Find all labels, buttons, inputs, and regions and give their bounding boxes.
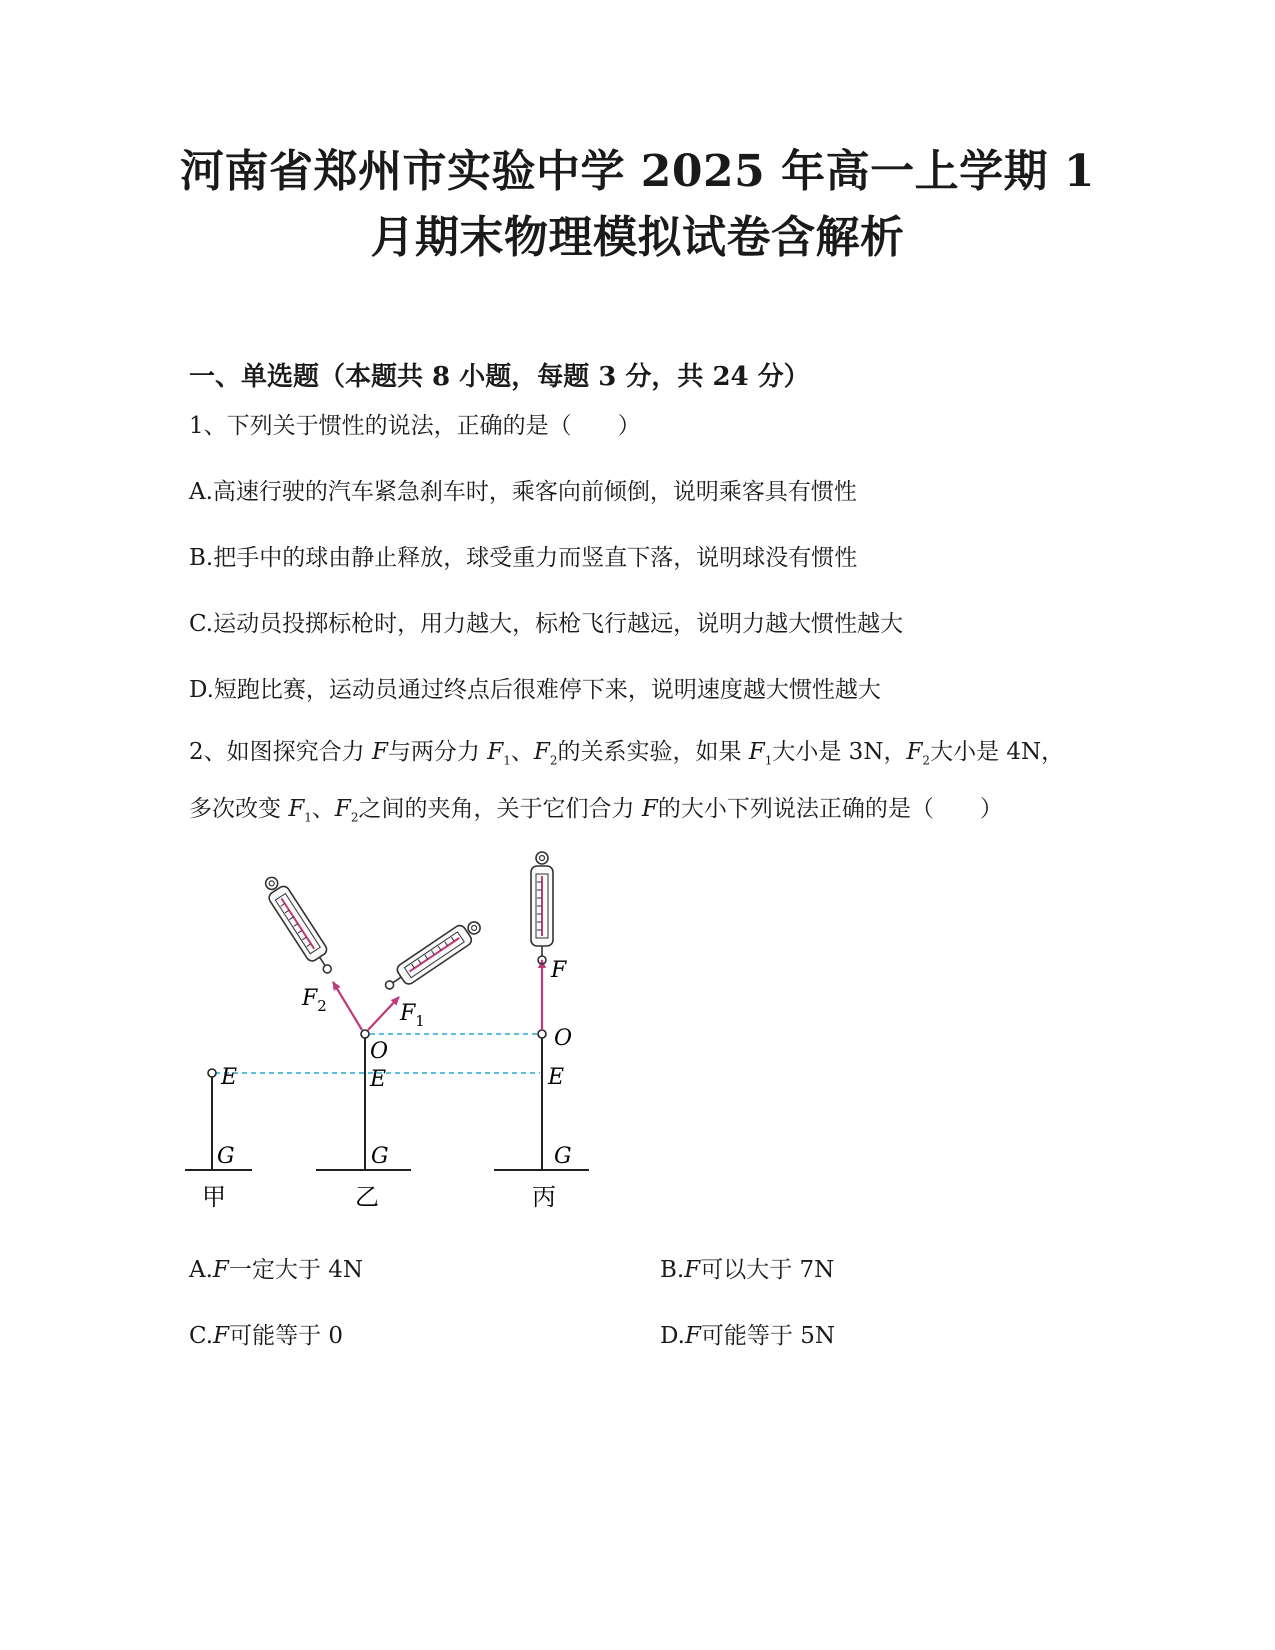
label-F: F	[551, 958, 567, 983]
label-E-bing: E	[548, 1065, 565, 1090]
arrow-F2	[333, 982, 362, 1030]
question-1-option-d: D.短跑比赛，运动员通过终点后很难停下来，说明速度越大惯性越大	[189, 677, 881, 703]
symbol-F: F	[371, 739, 388, 765]
question-1-option-b: B.把手中的球由静止释放，球受重力而竖直下落，说明球没有惯性	[189, 545, 858, 571]
question-2-stem: 2、如图探究合力 F与两分力 $F_1$、$F_2$的关系实验，如果 $F_1$大小是 3N，$F_2$大小是 4N， 多次改变 $F_1$、$F_2$之间的夹角，关于它们合力 F的大小下列说法正确的是（ ）	[189, 739, 1065, 825]
label-O-bing: O	[554, 1026, 573, 1051]
spring-scale-right	[380, 915, 485, 996]
label-F1: $F_1$	[400, 1001, 425, 1030]
label-F2: $F_2$	[302, 986, 327, 1015]
caption-jia: 甲	[202, 1183, 226, 1211]
caption-yi: 乙	[355, 1183, 379, 1211]
label-G-bing: G	[554, 1144, 572, 1169]
question-2-option-a: A.F一定大于 4N	[189, 1257, 363, 1283]
label-G-yi: G	[371, 1144, 389, 1169]
question-1-option-a: A.高速行驶的汽车紧急刹车时，乘客向前倾倒，说明乘客具有惯性	[189, 479, 857, 505]
question-2-option-d: D.F可能等于 5N	[660, 1323, 835, 1349]
label-O-yi: O	[370, 1039, 389, 1064]
spring-scale-left	[259, 872, 338, 978]
label-E-yi: E	[370, 1067, 387, 1092]
label-E-jia: E	[221, 1065, 238, 1090]
page-title	[150, 140, 1125, 270]
experiment-figure	[180, 840, 640, 1280]
question-2-option-c: C.F可能等于 0	[189, 1323, 344, 1349]
question-1-stem: 1、下列关于惯性的说法，正确的是（ ）	[189, 413, 641, 439]
question-2-option-b: B.F可以大于 7N	[660, 1257, 835, 1283]
question-1-option-c: C.运动员投掷标枪时，用力越大，标枪飞行越远，说明力越大惯性越大	[189, 611, 904, 637]
label-G-jia: G	[217, 1144, 235, 1169]
spring-scale-vertical	[531, 852, 553, 964]
title-line-1: 河南省郑州市实验中学 2025 年高一上学期 1	[179, 146, 1096, 197]
arrow-F1	[368, 997, 399, 1030]
title-line-2: 月期末物理模拟试卷含解析	[370, 212, 905, 263]
caption-bing: 丙	[532, 1183, 556, 1211]
section-heading: 一、单选题（本题共 8 小题，每题 3 分，共 24 分）	[189, 362, 810, 392]
